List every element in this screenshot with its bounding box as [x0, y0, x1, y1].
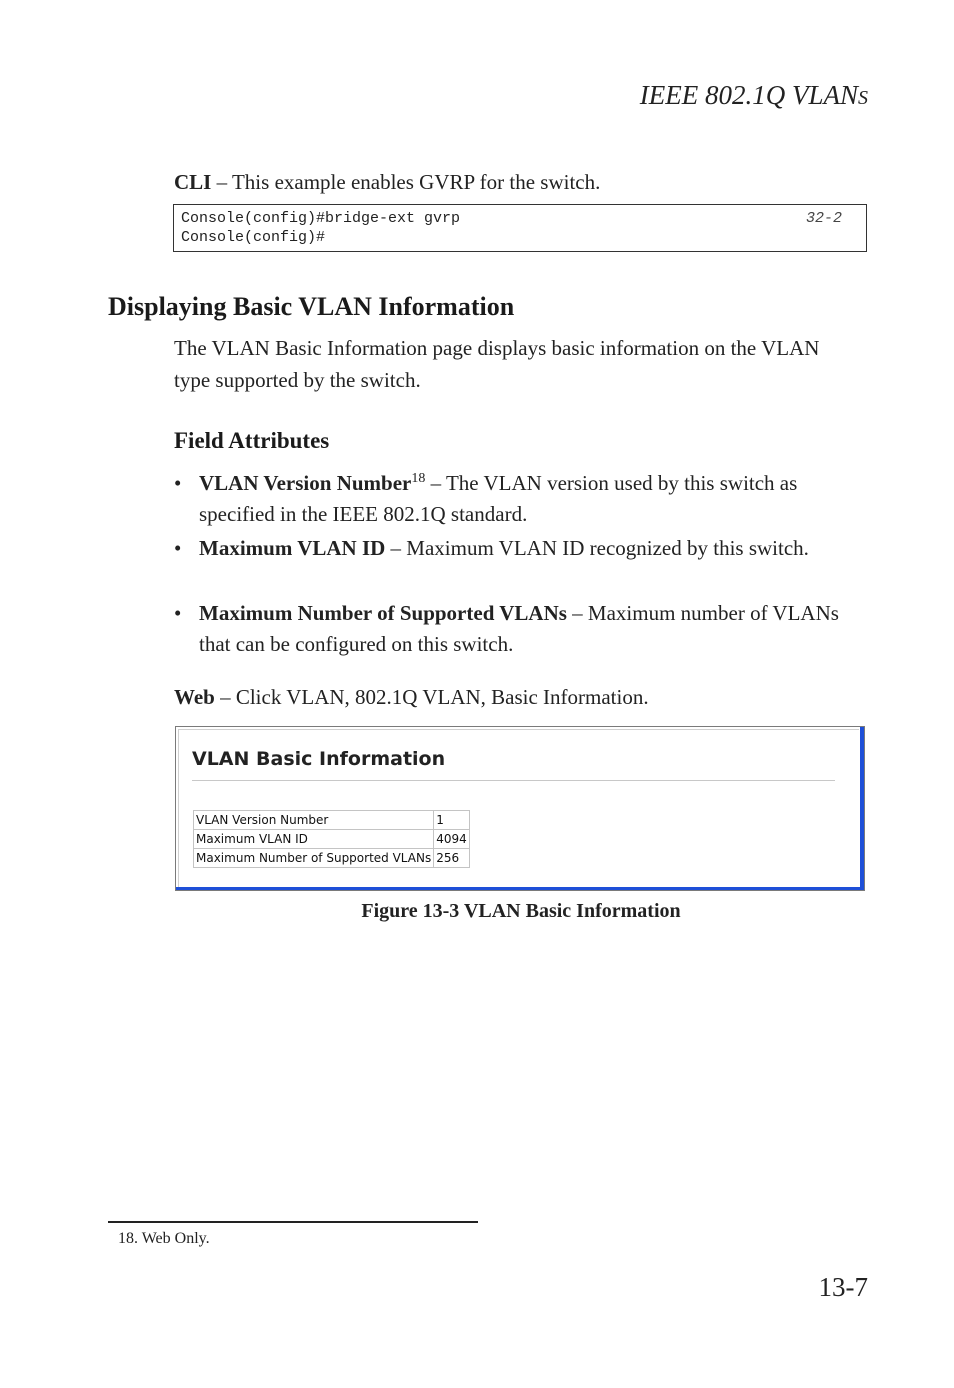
figure-panel: [178, 729, 859, 887]
table-cell-label: Maximum VLAN ID: [194, 830, 434, 849]
page-number: 13-7: [818, 1272, 868, 1302]
list-item: [174, 468, 874, 530]
table-row: [194, 849, 470, 868]
code-page-reference: 32-2: [805, 210, 842, 227]
vlan-info-table: [193, 810, 470, 868]
running-head-suffix: S: [858, 87, 868, 109]
scrollbar-vertical: [860, 727, 864, 890]
table-cell-label: Maximum Number of Supported VLANs: [194, 849, 434, 868]
table-cell-label: VLAN Version Number: [194, 811, 434, 830]
figure-panel-title: VLAN Basic Information: [192, 748, 446, 770]
bullet-icon: •: [174, 601, 182, 625]
attribute-description: – Maximum VLAN ID recognized by this switch.: [385, 536, 809, 560]
figure-caption: Figure 13-3 VLAN Basic Information: [361, 900, 681, 922]
section-intro: The VLAN Basic Information page displays basic information on the VLAN type supported by the switch.: [174, 336, 820, 392]
footnote-divider: [108, 1221, 478, 1223]
table-cell-value: 256: [434, 849, 470, 868]
figure-title-divider: [192, 780, 835, 781]
running-head-main: IEEE 802.1Q VLAN: [639, 80, 858, 110]
list-item: [174, 598, 874, 660]
bullet-icon: •: [174, 536, 182, 560]
bullet-icon: •: [174, 471, 182, 495]
table-cell-value: 4094: [434, 830, 470, 849]
attribute-description: – Maximum number of VLANs that can be configured on this switch.: [199, 601, 839, 656]
attribute-term: Maximum VLAN ID: [199, 536, 386, 560]
attribute-term: VLAN Version Number: [199, 471, 412, 495]
table-row: [194, 830, 470, 849]
web-label: Web: [174, 685, 215, 709]
web-instruction: [174, 681, 874, 713]
web-text: – Click VLAN, 802.1Q VLAN, Basic Information.: [214, 685, 649, 709]
table-cell-value: 1: [434, 811, 470, 830]
scrollbar-horizontal: [176, 887, 864, 890]
code-line-1: Console(config)#bridge-ext gvrp: [181, 210, 461, 227]
running-head: [560, 80, 868, 111]
list-item: [174, 533, 874, 595]
cli-text: – This example enables GVRP for the switch.: [211, 170, 601, 194]
table-row: [194, 811, 470, 830]
footnote: 18. Web Only.: [118, 1230, 210, 1247]
cli-label: CLI: [174, 170, 212, 194]
figure-screenshot: [175, 726, 865, 891]
attribute-description: – The VLAN version used by this switch as specified in the IEEE 802.1Q standard.: [199, 471, 798, 526]
code-line-2: Console(config)#: [181, 229, 326, 246]
attribute-term: Maximum Number of Supported VLANs: [199, 601, 567, 625]
field-attributes-heading: Field Attributes: [174, 428, 330, 453]
code-block: [173, 204, 867, 252]
footnote-marker: 18: [411, 471, 426, 486]
cli-intro: [174, 166, 874, 198]
section-title: Displaying Basic VLAN Information: [108, 292, 515, 321]
